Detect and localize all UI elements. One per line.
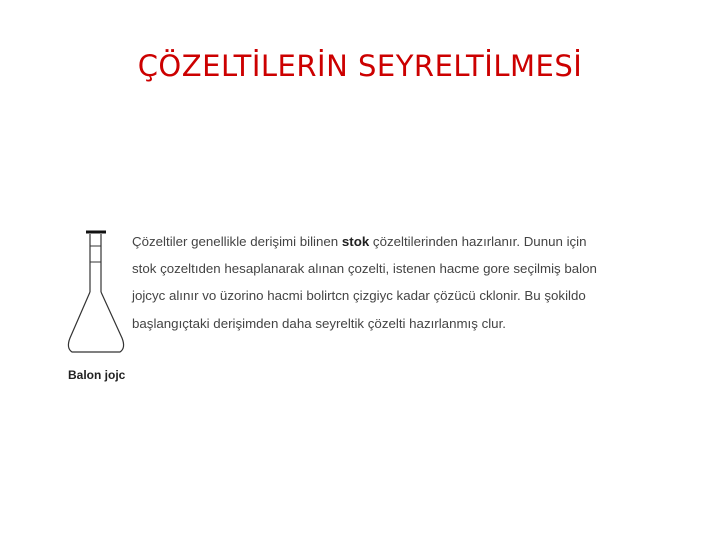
paragraph-line-1 xyxy=(132,228,616,255)
flask-figure xyxy=(60,226,140,386)
line1-text-start: Çözeltiler genellikle derişimi bilinen xyxy=(132,234,342,249)
paragraph-line-4: başlangıçtaki derişimden daha seyreltik çözelti hazırlanmış clur. xyxy=(132,315,506,331)
paragraph-line-2: stok çozeltıden hesaplanarak alınan çozelti, istenen hacme gore seçilmiş balon xyxy=(132,261,597,277)
volumetric-flask-icon xyxy=(60,226,140,361)
keyword-stok: stok xyxy=(341,234,370,249)
line1-text-end: çözeltilerinden hazırlanır. Dunun için xyxy=(369,234,587,249)
flask-caption: Balon jojc xyxy=(68,368,126,382)
explanation-paragraph xyxy=(132,228,616,337)
page-title: ÇÖZELTİLERİN SEYRELTİLMESİ xyxy=(137,49,583,83)
paragraph-line-3: jojcyc alınır vo üzorino hacmi bolirtcn çizgiyc kadar çözücü cklonir. Bu şokildo xyxy=(132,288,586,304)
